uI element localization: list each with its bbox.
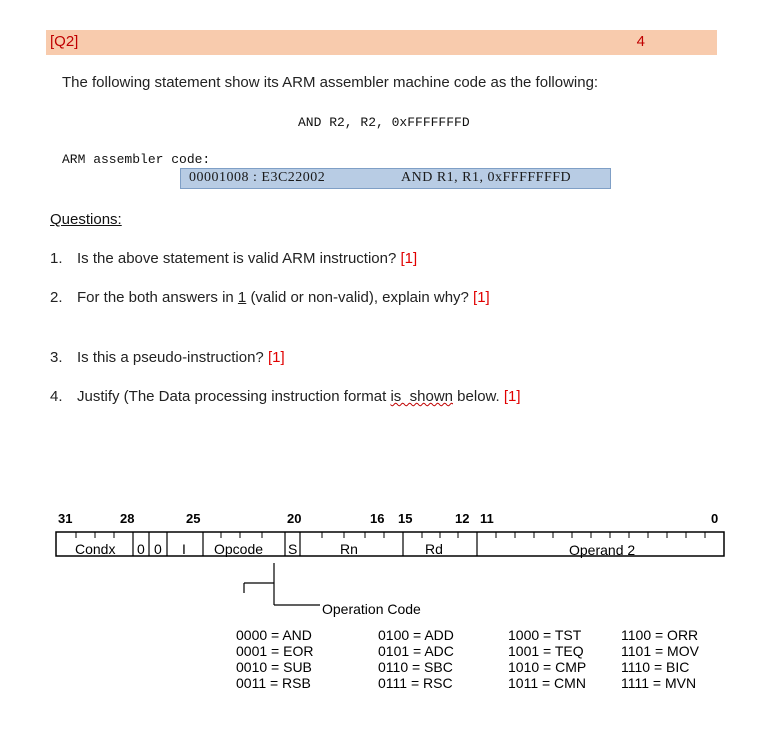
opcode-column-4: [621, 627, 699, 691]
question-text: Is this a pseudo-instruction?: [77, 349, 264, 366]
question-number: 4.: [50, 388, 63, 405]
opcode-entry: 0001 = EOR: [236, 643, 314, 659]
opcode-entry: 0110 = SBC: [378, 659, 453, 675]
opcode-entry: 0111 = RSC: [378, 675, 453, 691]
opcode-entry: 0100 = ADD: [378, 627, 454, 643]
bit-number-20: 20: [287, 511, 302, 526]
field-rd: Rd: [425, 541, 443, 557]
question-2: [50, 289, 650, 309]
bit-number-12: 12: [455, 511, 470, 526]
question-reference: is shown: [390, 388, 453, 405]
field-bit-27: 0: [137, 541, 145, 557]
bit-number-15: 15: [398, 511, 413, 526]
question-text: Is the above statement is valid ARM instruction?: [77, 250, 397, 267]
opcode-column-1: [236, 627, 313, 691]
field-bit-26: 0: [154, 541, 162, 557]
machine-code-address: 00001008 : E3C22002: [189, 170, 326, 185]
assembler-statement: AND R2, R2, 0xFFFFFFFD: [298, 115, 470, 130]
machine-code-instruction: AND R1, R1, 0xFFFFFFFD: [401, 170, 572, 185]
question-3: [50, 349, 650, 369]
asm-code-box: [180, 168, 611, 189]
instruction-format-diagram: [0, 505, 773, 705]
opcode-entry: 1100 = ORR: [621, 627, 699, 643]
bit-number-16: 16: [370, 511, 385, 526]
question-mark: [1]: [400, 250, 418, 267]
opcode-column-2: [378, 627, 454, 691]
field-s: S: [288, 541, 298, 557]
opcode-entry: 1010 = CMP: [508, 659, 587, 675]
opcode-entry: 1011 = CMN: [508, 675, 586, 691]
question-mark: [1]: [473, 289, 490, 306]
question-text-rest: (valid or non-valid), explain why?: [250, 289, 469, 306]
opcode-column-3: [508, 627, 586, 691]
asm-code-label: ARM assembler code:: [62, 152, 211, 167]
field-operand-2: Operand 2: [569, 542, 636, 558]
question-mark: [1]: [503, 388, 521, 405]
opcode-entry: 1000 = TST: [508, 627, 582, 643]
question-4: [50, 388, 700, 408]
opcode-entry: 0010 = SUB: [236, 659, 312, 675]
question-number: 3.: [50, 349, 63, 366]
bit-number-0: 0: [711, 511, 719, 526]
opcode-entry: 1001 = TEQ: [508, 643, 584, 659]
opcode-entry: 0011 = RSB: [236, 675, 311, 691]
question-text: For the both answers in: [77, 289, 234, 306]
field-rn: Rn: [340, 541, 358, 557]
opcode-entry: 0000 = AND: [236, 627, 312, 643]
question-text-rest: below.: [457, 388, 500, 405]
bit-number-11: 11: [480, 511, 494, 526]
question-header-bar: [46, 30, 717, 55]
questions-heading: Questions:: [50, 211, 122, 228]
question-1: [50, 250, 650, 270]
question-reference: 1: [237, 289, 247, 306]
bit-number-28: 28: [120, 511, 135, 526]
opcode-entry: 1110 = BIC: [621, 659, 690, 675]
question-id: [Q2]: [50, 33, 79, 50]
bit-number-31: 31: [58, 511, 73, 526]
field-immediate-bit: I: [182, 541, 186, 557]
field-opcode: Opcode: [214, 541, 264, 557]
question-number: 2.: [50, 289, 63, 306]
operation-code-label: Operation Code: [322, 601, 421, 617]
opcode-entry: 1111 = MVN: [621, 675, 697, 691]
question-number: 1.: [50, 250, 63, 267]
opcode-entry: 0101 = ADC: [378, 643, 454, 659]
question-mark: [1]: [267, 349, 285, 366]
opcode-entry: 1101 = MOV: [621, 643, 699, 659]
intro-text: The following statement show its ARM assembler machine code as the following:: [62, 74, 599, 91]
question-marks: 4: [636, 33, 645, 50]
question-text: Justify (The Data processing instruction format: [77, 388, 387, 405]
field-condx: Condx: [75, 541, 116, 557]
bit-number-25: 25: [186, 511, 201, 526]
